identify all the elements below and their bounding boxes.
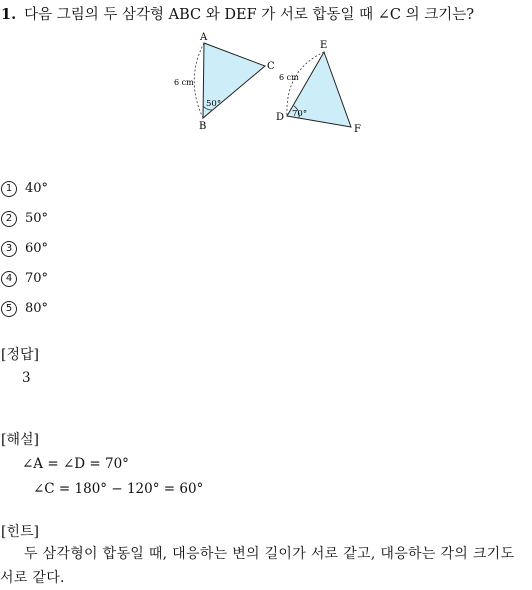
choice-text-5: 80°	[25, 301, 49, 316]
vertex-e-label: E	[320, 40, 328, 51]
choice-marker-5: 5	[1, 301, 17, 317]
answer-label: [정답]	[1, 347, 39, 363]
choice-text-1: 40°	[25, 181, 49, 196]
choice-marker-2: 2	[1, 211, 17, 227]
choice-5	[1, 301, 48, 317]
vertex-b-label: B	[199, 121, 207, 132]
triangle-figure	[165, 32, 365, 142]
choice-3	[1, 241, 48, 257]
hint-text: 두 삼각형이 합동일 때, 대응하는 변의 길이가 서로 같고, 대응하는 각의 크기도 서로 같다.	[0, 546, 515, 586]
triangle-abc-side-arc	[194, 43, 204, 118]
triangle-def-side-label: 6 cm	[279, 73, 299, 82]
choice-text-4: 70°	[25, 271, 49, 286]
question-number: 1.	[1, 6, 17, 23]
triangle-def-angle-label: 70°	[292, 109, 308, 119]
triangle-abc	[174, 32, 275, 132]
choice-1	[1, 181, 48, 197]
triangle-abc-angle-label: 50°	[206, 99, 222, 109]
vertex-a-label: A	[200, 32, 208, 43]
explanation-line-1: ∠A = ∠D = 70°	[22, 456, 129, 472]
triangle-def	[276, 40, 361, 135]
question-text: 다음 그림의 두 삼각형 ABC 와 DEF 가 서로 합동일 때 ∠C 의 크기는?	[24, 7, 474, 23]
triangle-abc-side-label: 6 cm	[174, 78, 194, 87]
choice-marker-4: 4	[1, 271, 17, 287]
vertex-d-label: D	[276, 112, 285, 123]
choice-2	[1, 211, 48, 227]
explanation-label: [해설]	[1, 432, 39, 448]
choice-marker-1: 1	[1, 181, 17, 197]
hint-label: [힌트]	[1, 524, 39, 540]
choice-text-3: 60°	[25, 241, 49, 256]
choice-text-2: 50°	[25, 211, 49, 226]
choice-marker-3: 3	[1, 241, 17, 257]
answer-value: 3	[22, 370, 31, 386]
vertex-c-label: C	[267, 61, 275, 72]
explanation-line-2: ∠C = 180° − 120° = 60°	[33, 481, 204, 497]
vertex-f-label: F	[354, 124, 361, 135]
question	[1, 3, 474, 24]
choice-4	[1, 271, 48, 287]
